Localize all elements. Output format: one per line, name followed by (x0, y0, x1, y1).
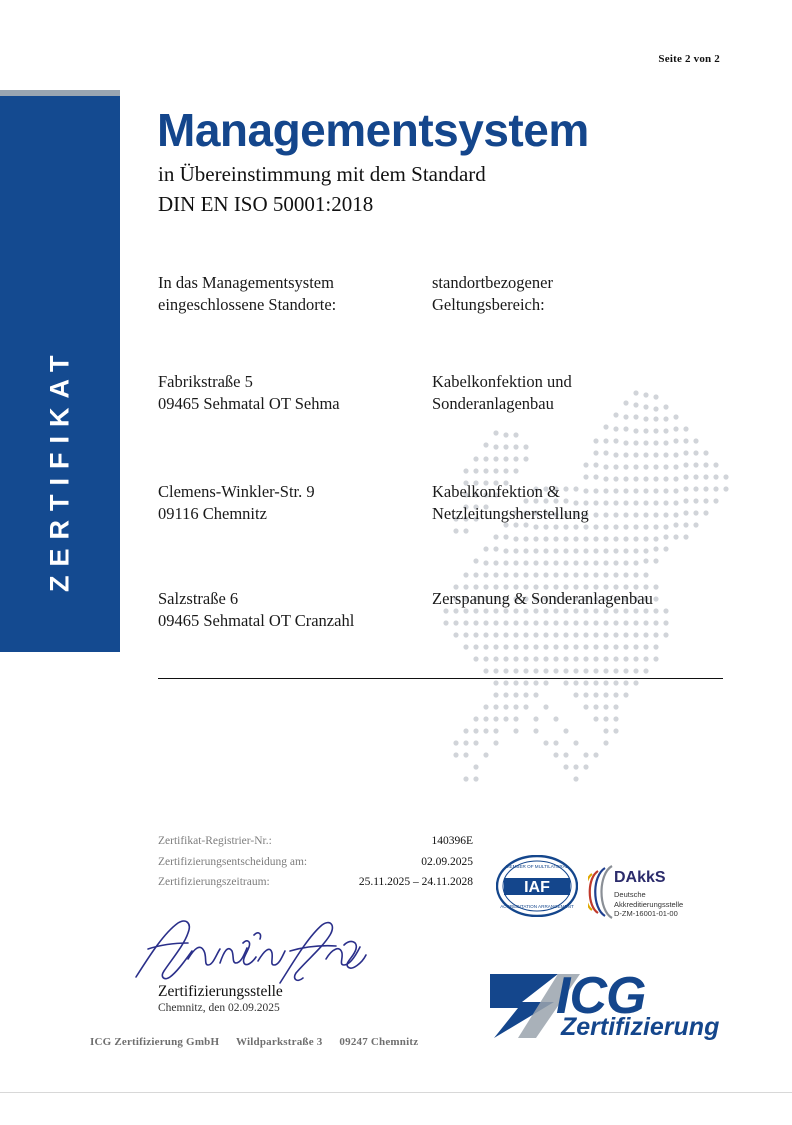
meta-value: 02.09.2025 (421, 855, 473, 868)
page-indicator: Seite 2 von 2 (658, 53, 720, 65)
subtitle-line-1: in Übereinstimmung mit dem Standard (158, 162, 486, 186)
site-address-line-1: Clemens-Winkler-Str. 9 (158, 482, 315, 501)
svg-text:IAF: IAF (524, 879, 550, 896)
sites-column-header (158, 272, 418, 316)
sites-column-header-line-2: eingeschlossene Standorte: (158, 294, 337, 314)
standard-subtitle (158, 160, 486, 220)
meta-value: 140396E (431, 835, 473, 847)
scope-column-header-line-2: Geltungsbereich: (432, 294, 545, 314)
meta-row (158, 857, 473, 869)
site-address (158, 481, 423, 526)
site-address (158, 588, 423, 633)
site-scope-line-2: Netzleitungsherstellung (432, 504, 589, 524)
meta-label: Zertifikat-Registrier-Nr.: (158, 835, 272, 847)
dakks-subtext-line-2: Akkreditierungsstelle (614, 899, 684, 909)
page-bottom-divider (0, 1092, 792, 1093)
company-city: 09247 Chemnitz (339, 1036, 419, 1048)
dakks-subtext (614, 890, 683, 919)
site-scope-line-1: Zerspanung & Sonderanlagenbau (432, 589, 653, 608)
svg-text:MEMBER OF MULTILATERAL: MEMBER OF MULTILATERAL (505, 864, 569, 869)
icg-wordmark: ICG (556, 967, 646, 1025)
content-divider (158, 678, 723, 679)
icg-subtitle: Zertifizierung (561, 1013, 720, 1041)
dakks-wordmark: DAkkS (614, 869, 666, 886)
site-scope-line-2: Sonderanlagenbau (432, 394, 554, 414)
signature-image (130, 915, 370, 985)
subtitle-line-2: DIN EN ISO 50001:2018 (158, 191, 374, 216)
sites-column-header-line-1: In das Managementsystem (158, 273, 334, 292)
site-address-line-2: 09116 Chemnitz (158, 504, 267, 524)
site-scope (432, 588, 732, 610)
site-address-line-1: Fabrikstraße 5 (158, 372, 253, 391)
scope-column-header (432, 272, 712, 316)
site-address-line-1: Salzstraße 6 (158, 589, 239, 608)
meta-label: Zertifizierungszeitraum: (158, 876, 270, 888)
dakks-subtext-line-3: D-ZM-16001-01-00 (614, 909, 678, 919)
meta-row (158, 836, 473, 848)
signature-place-date: Chemnitz, den 02.09.2025 (158, 1002, 280, 1014)
site-address (158, 371, 423, 416)
site-scope-line-1: Kabelkonfektion und (432, 372, 572, 391)
company-footer (90, 1036, 432, 1048)
company-name: ICG Zertifizierung GmbH (90, 1036, 220, 1048)
page-title: Managementsystem (157, 104, 589, 156)
meta-row (158, 877, 473, 889)
meta-value: 25.11.2025 – 24.11.2028 (358, 876, 473, 888)
svg-text:ACCREDITATION ARRANGEMENT: ACCREDITATION ARRANGEMENT (500, 904, 574, 909)
side-banner-label: ZERTIFIKAT (44, 346, 75, 592)
site-scope (432, 481, 732, 526)
certificate-meta (158, 836, 473, 898)
site-address-line-2: 09465 Sehmatal OT Sehma (158, 394, 340, 414)
scope-column-header-line-1: standortbezogener (432, 273, 553, 292)
company-street: Wildparkstraße 3 (236, 1036, 323, 1048)
meta-label: Zertifizierungsentscheidung am: (158, 855, 308, 868)
signature-role: Zertifizierungsstelle (158, 983, 283, 1000)
iaf-logo (496, 855, 578, 917)
dakks-subtext-line-1: Deutsche (614, 890, 646, 899)
site-scope-line-1: Kabelkonfektion & (432, 482, 560, 501)
site-address-line-2: 09465 Sehmatal OT Cranzahl (158, 611, 355, 631)
site-scope (432, 371, 732, 416)
